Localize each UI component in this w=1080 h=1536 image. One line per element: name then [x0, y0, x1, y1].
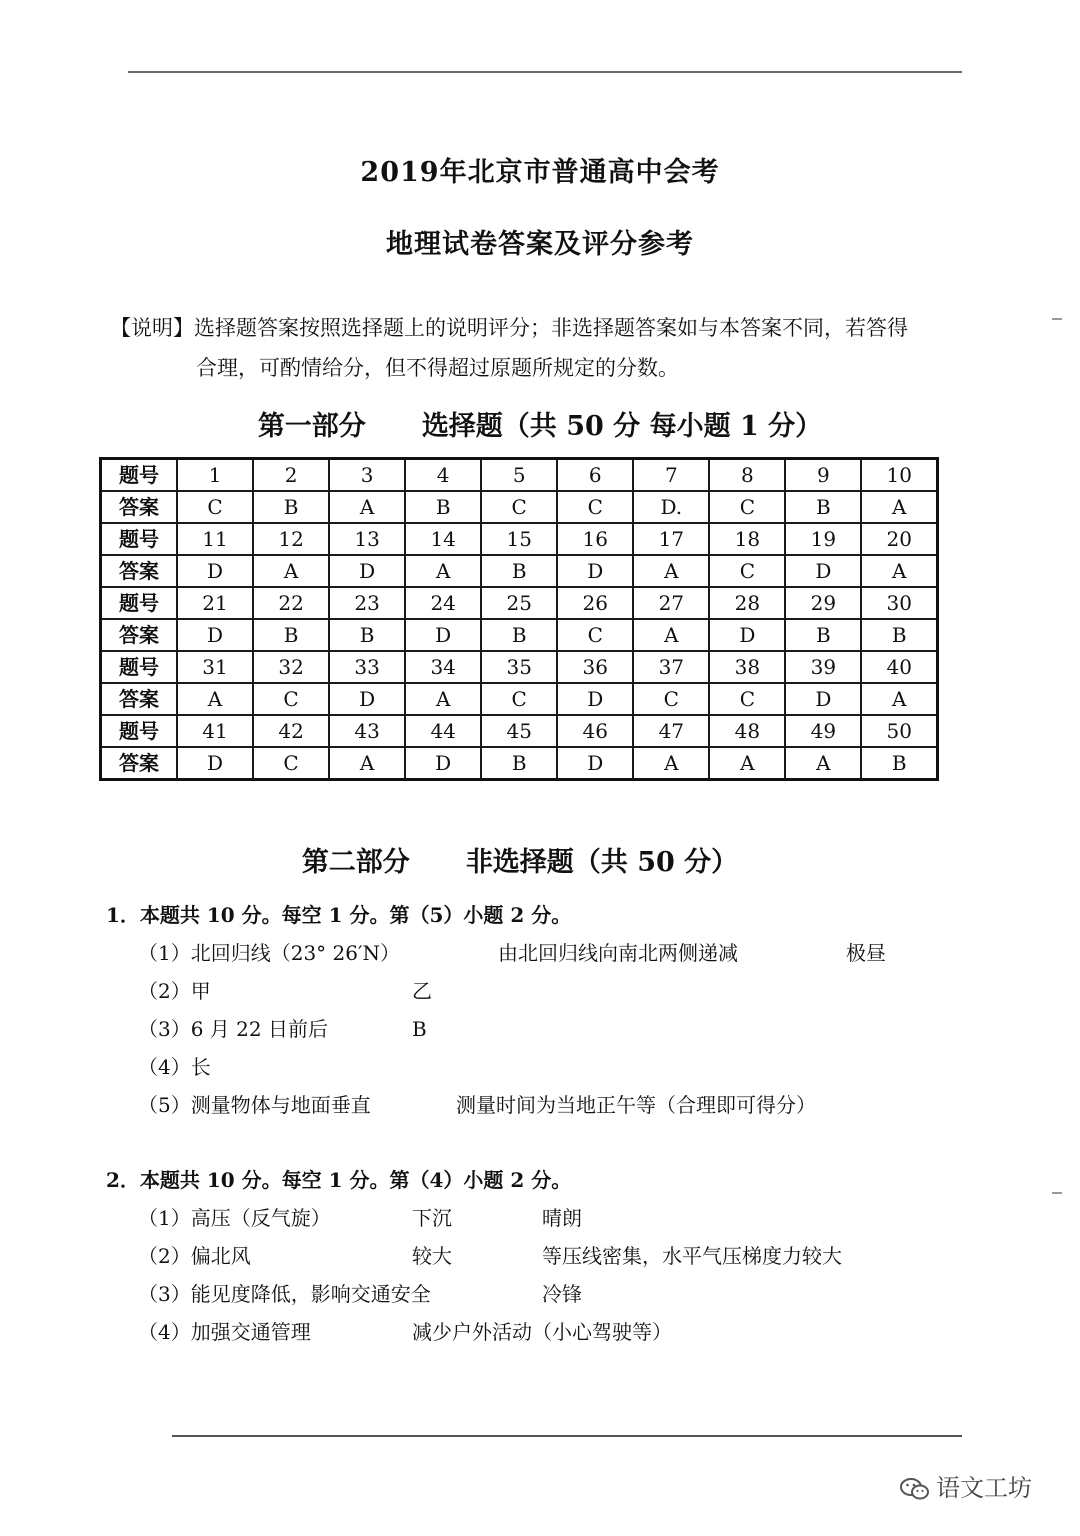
answer-cell: C — [709, 555, 785, 587]
answer-cell: C — [709, 491, 785, 523]
answer-cell: B — [785, 619, 861, 651]
answer-cell: C — [253, 747, 329, 780]
question-number-cell: 23 — [329, 587, 405, 619]
answer-cell: A — [633, 555, 709, 587]
question-number-cell: 33 — [329, 651, 405, 683]
row-label-question: 题号 — [101, 651, 178, 683]
answer-cell: D — [405, 619, 481, 651]
answer-cell: A — [329, 491, 405, 523]
watermark-text: 语文工坊 — [936, 1474, 1032, 1502]
answer-cell: A — [329, 747, 405, 780]
question-number-cell: 6 — [557, 459, 633, 492]
question-number-cell: 39 — [785, 651, 861, 683]
watermark — [900, 1468, 1032, 1503]
answer-cell: A — [405, 555, 481, 587]
q2-item — [106, 1237, 966, 1275]
q2-2-c: 等压线密集，水平气压梯度力较大 — [542, 1244, 842, 1268]
part1-heading — [0, 404, 1080, 443]
question-number-cell: 5 — [481, 459, 557, 492]
answer-row — [101, 747, 938, 780]
question-number-row — [101, 523, 938, 555]
question-number-cell: 28 — [709, 587, 785, 619]
answer-cell: C — [253, 683, 329, 715]
row-label-answer: 答案 — [101, 747, 178, 780]
wechat-icon — [900, 1477, 930, 1501]
answer-cell: A — [633, 619, 709, 651]
q2-4-a: （4）加强交通管理 — [138, 1320, 311, 1344]
question-number-cell: 29 — [785, 587, 861, 619]
question-number-cell: 2 — [253, 459, 329, 492]
answer-cell: B — [481, 555, 557, 587]
question-number-cell: 13 — [329, 523, 405, 555]
q2-item — [106, 1275, 966, 1313]
answer-cell: B — [861, 619, 937, 651]
q1-item — [106, 1086, 966, 1124]
answer-cell: C — [177, 491, 253, 523]
q1-item — [106, 934, 966, 972]
answer-cell: C — [481, 683, 557, 715]
answer-cell: A — [861, 555, 937, 587]
answer-cell: D — [329, 683, 405, 715]
answer-row — [101, 555, 938, 587]
question-number-cell: 1 — [177, 459, 253, 492]
answer-cell: A — [405, 683, 481, 715]
q2-1-a: （1）高压（反气旋） — [138, 1206, 331, 1230]
q2-2-b: 较大 — [412, 1244, 452, 1268]
question-2-head: 2．本题共 10 分。每空 1 分。第（4）小题 2 分。 — [106, 1168, 572, 1192]
q2-4-b: 减少户外活动（小心驾驶等） — [412, 1320, 672, 1344]
answer-cell: D — [557, 683, 633, 715]
scan-speck — [1052, 318, 1062, 320]
answer-cell: D — [329, 555, 405, 587]
question-number-cell: 9 — [785, 459, 861, 492]
q1-3-a: （3）6 月 22 日前后 — [138, 1017, 328, 1041]
q1-item — [106, 1048, 966, 1086]
q2-3-a: （3）能见度降低，影响交通安全 — [138, 1282, 431, 1306]
question-number-row — [101, 587, 938, 619]
question-number-cell: 25 — [481, 587, 557, 619]
part2-heading — [0, 840, 1060, 879]
question-number-cell: 35 — [481, 651, 557, 683]
scan-speck — [1052, 1192, 1062, 1194]
answer-cell: B — [253, 491, 329, 523]
grading-note — [110, 308, 950, 388]
q1-1-b: 由北回归线向南北两侧递减 — [498, 941, 738, 965]
answer-cell: C — [557, 619, 633, 651]
answer-cell: C — [709, 683, 785, 715]
question-number-cell: 42 — [253, 715, 329, 747]
question-number-row — [101, 651, 938, 683]
question-number-cell: 15 — [481, 523, 557, 555]
question-number-cell: 41 — [177, 715, 253, 747]
answer-cell: B — [329, 619, 405, 651]
top-rule — [128, 71, 962, 73]
answer-cell: B — [253, 619, 329, 651]
row-label-answer: 答案 — [101, 683, 178, 715]
question-2 — [106, 1161, 966, 1351]
row-label-question: 题号 — [101, 715, 178, 747]
question-number-cell: 20 — [861, 523, 937, 555]
doc-title: 2019年北京市普通高中会考 — [360, 157, 720, 188]
answer-cell: C — [481, 491, 557, 523]
question-number-cell: 27 — [633, 587, 709, 619]
answer-cell: A — [177, 683, 253, 715]
answer-cell: B — [861, 747, 937, 780]
answer-row — [101, 619, 938, 651]
answer-row — [101, 491, 938, 523]
row-label-answer: 答案 — [101, 619, 178, 651]
question-1 — [106, 896, 966, 1124]
q1-2-b: 乙 — [412, 979, 432, 1003]
question-number-cell: 19 — [785, 523, 861, 555]
question-number-cell: 48 — [709, 715, 785, 747]
answer-cell: D — [557, 555, 633, 587]
part1-label: 第一部分 — [257, 411, 366, 442]
question-number-cell: 14 — [405, 523, 481, 555]
question-1-head: 1．本题共 10 分。每空 1 分。第（5）小题 2 分。 — [106, 903, 572, 927]
q2-item — [106, 1313, 966, 1351]
row-label-question: 题号 — [101, 587, 178, 619]
question-number-cell: 11 — [177, 523, 253, 555]
question-number-cell: 21 — [177, 587, 253, 619]
row-label-question: 题号 — [101, 523, 178, 555]
question-number-cell: 26 — [557, 587, 633, 619]
row-label-question: 题号 — [101, 459, 178, 492]
answer-cell: B — [481, 619, 557, 651]
answer-cell: C — [557, 491, 633, 523]
answer-row — [101, 683, 938, 715]
answer-cell: A — [709, 747, 785, 780]
question-number-cell: 8 — [709, 459, 785, 492]
question-number-cell: 16 — [557, 523, 633, 555]
question-number-cell: 7 — [633, 459, 709, 492]
question-number-cell: 34 — [405, 651, 481, 683]
row-label-answer: 答案 — [101, 555, 178, 587]
part2-label: 第二部分 — [301, 847, 410, 878]
bottom-rule — [172, 1435, 962, 1437]
question-number-cell: 10 — [861, 459, 937, 492]
answer-cell: D — [405, 747, 481, 780]
q1-item — [106, 972, 966, 1010]
question-number-cell: 49 — [785, 715, 861, 747]
answer-cell: D — [177, 555, 253, 587]
question-number-cell: 50 — [861, 715, 937, 747]
answer-cell: A — [253, 555, 329, 587]
answer-cell: B — [405, 491, 481, 523]
q1-5-b: 测量时间为当地正午等（合理即可得分） — [456, 1093, 816, 1117]
q2-1-b: 下沉 — [412, 1206, 452, 1230]
question-number-cell: 40 — [861, 651, 937, 683]
question-number-cell: 30 — [861, 587, 937, 619]
row-label-answer: 答案 — [101, 491, 178, 523]
q1-item — [106, 1010, 966, 1048]
question-number-row — [101, 459, 938, 492]
q2-3-b: 冷锋 — [542, 1282, 582, 1306]
answer-cell: A — [861, 491, 937, 523]
question-number-cell: 32 — [253, 651, 329, 683]
answer-cell: A — [861, 683, 937, 715]
answer-cell: C — [633, 683, 709, 715]
question-number-cell: 44 — [405, 715, 481, 747]
question-number-cell: 31 — [177, 651, 253, 683]
q1-4-a: （4）长 — [138, 1055, 211, 1079]
question-number-cell: 46 — [557, 715, 633, 747]
question-number-cell: 38 — [709, 651, 785, 683]
part1-title: 选择题（共 50 分 每小题 1 分） — [421, 411, 823, 442]
question-number-cell: 4 — [405, 459, 481, 492]
question-number-cell: 37 — [633, 651, 709, 683]
q1-2-a: （2）甲 — [138, 979, 211, 1003]
answer-cell: D — [557, 747, 633, 780]
q2-2-a: （2）偏北风 — [138, 1244, 251, 1268]
question-number-cell: 12 — [253, 523, 329, 555]
note-line-2: 合理，可酌情给分，但不得超过原题所规定的分数。 — [196, 356, 679, 380]
part2-title: 非选择题（共 50 分） — [465, 847, 739, 878]
question-number-cell: 17 — [633, 523, 709, 555]
answer-table — [99, 457, 939, 781]
answer-cell: D — [177, 747, 253, 780]
question-number-cell: 24 — [405, 587, 481, 619]
q2-1-c: 晴朗 — [542, 1206, 582, 1230]
answer-cell: D — [177, 619, 253, 651]
question-number-cell: 45 — [481, 715, 557, 747]
answer-cell: B — [785, 491, 861, 523]
question-number-cell: 18 — [709, 523, 785, 555]
answer-cell: D. — [633, 491, 709, 523]
question-number-cell: 43 — [329, 715, 405, 747]
answer-cell: A — [633, 747, 709, 780]
note-line-1: 【说明】选择题答案按照选择题上的说明评分；非选择题答案如与本答案不同，若答得 — [110, 316, 908, 340]
answer-cell: D — [709, 619, 785, 651]
question-number-row — [101, 715, 938, 747]
answer-cell: A — [785, 747, 861, 780]
q1-3-b: B — [412, 1017, 427, 1041]
question-number-cell: 47 — [633, 715, 709, 747]
question-number-cell: 22 — [253, 587, 329, 619]
answer-cell: B — [481, 747, 557, 780]
answer-cell: D — [785, 683, 861, 715]
doc-subtitle: 地理试卷答案及评分参考 — [386, 229, 694, 260]
question-number-cell: 36 — [557, 651, 633, 683]
q1-1-a: （1）北回归线（23° 26′N） — [138, 941, 401, 965]
q1-5-a: （5）测量物体与地面垂直 — [138, 1093, 371, 1117]
q1-1-c: 极昼 — [846, 941, 886, 965]
question-number-cell: 3 — [329, 459, 405, 492]
answer-cell: D — [785, 555, 861, 587]
q2-item — [106, 1199, 966, 1237]
